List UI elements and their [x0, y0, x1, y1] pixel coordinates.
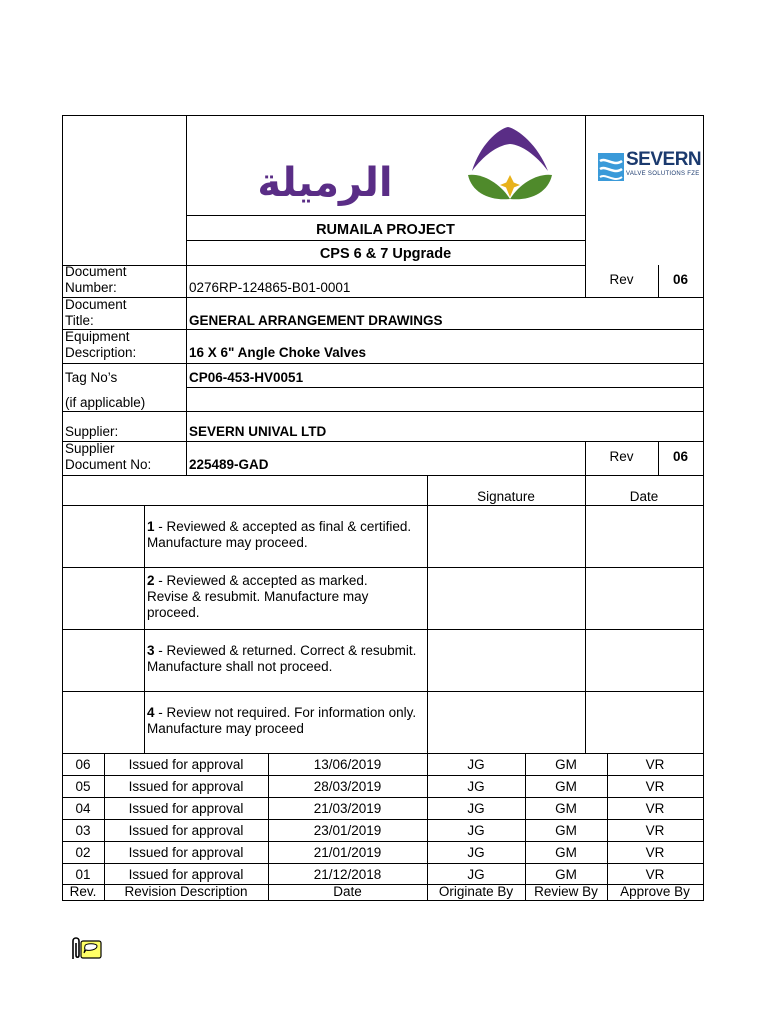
supplier-rev-value: 06	[672, 449, 689, 464]
row-line	[62, 691, 704, 692]
row-line	[62, 629, 704, 630]
date-col-header: Date	[333, 884, 362, 899]
row-line	[62, 841, 704, 842]
header-line-3	[62, 265, 585, 266]
severn-subtitle: VALVE SOLUTIONS FZE	[626, 171, 700, 177]
revision-row-orig: JG	[467, 757, 485, 772]
document-cover-sheet	[62, 115, 704, 901]
review-code-1	[147, 519, 422, 551]
emblem-arch	[472, 127, 548, 171]
header-right-divider	[585, 115, 586, 297]
review-code-text: - Reviewed & accepted as marked. Revise & resubmit. Manufacture may proceed.	[147, 573, 369, 620]
revision-row-rev: 01	[75, 867, 91, 882]
revision-row-review: GM	[555, 779, 577, 794]
header-line-2	[186, 240, 585, 241]
review-code-text: - Reviewed & accepted as final & certified. Manufacture may proceed.	[147, 519, 412, 550]
revision-row-rev: 04	[75, 801, 91, 816]
project-subtitle: CPS 6 & 7 Upgrade	[319, 246, 452, 262]
review-code-3	[147, 643, 422, 675]
review-code-4	[147, 705, 422, 737]
row-line	[62, 567, 704, 568]
header-line-1	[186, 215, 585, 216]
revision-row-rev: 06	[75, 757, 91, 772]
supplier-rev-label: Rev	[609, 449, 634, 464]
revision-row-approve: VR	[645, 867, 665, 882]
revision-row-orig: JG	[467, 779, 485, 794]
revision-row-date: 21/12/2018	[313, 867, 382, 882]
revision-row-desc: Issued for approval	[128, 867, 244, 882]
review-code-text: - Review not required. For information only. Manufacture may proceed	[147, 705, 417, 736]
revision-row-orig: JG	[467, 845, 485, 860]
rumaila-emblem-icon	[460, 123, 560, 203]
revision-row-date: 28/03/2019	[313, 779, 382, 794]
equipment-label-1: Equipment	[65, 329, 130, 344]
revision-row-date: 21/01/2019	[313, 845, 382, 860]
revision-row-review: GM	[555, 845, 577, 860]
rev-value: 06	[672, 272, 689, 287]
emblem-right-leaf	[510, 175, 552, 200]
doc-title-value: GENERAL ARRANGEMENT DRAWINGS	[189, 313, 443, 328]
revision-row-approve: VR	[645, 823, 665, 838]
row-line	[62, 819, 704, 820]
revision-row-desc: Issued for approval	[128, 845, 244, 860]
revision-row-date: 13/06/2019	[313, 757, 382, 772]
revision-row-approve: VR	[645, 845, 665, 860]
revision-row-rev: 02	[75, 845, 91, 860]
review-code-number: 3	[147, 643, 155, 658]
border-top	[62, 115, 704, 116]
revision-row-rev: 03	[75, 823, 91, 838]
review-code-number: 4	[147, 705, 155, 720]
supplier-label: Supplier:	[65, 424, 119, 439]
severn-logo-icon	[598, 153, 624, 181]
tag-value: CP06-453-HV0051	[189, 370, 304, 385]
revision-row-review: GM	[555, 801, 577, 816]
row-line	[62, 797, 704, 798]
revision-row-orig: JG	[467, 823, 485, 838]
revision-row-date: 21/03/2019	[313, 801, 382, 816]
border-right	[703, 115, 704, 901]
revision-row-approve: VR	[645, 779, 665, 794]
row-line	[62, 441, 704, 442]
doc-number-value: 0276RP-124865-B01-0001	[189, 280, 351, 295]
row-line	[62, 329, 704, 330]
signature-header: Signature	[477, 489, 535, 504]
date-header: Date	[629, 489, 659, 504]
doc-title-label-2: Title:	[65, 313, 94, 328]
revision-row-date: 23/01/2019	[313, 823, 382, 838]
row-line	[62, 505, 704, 506]
approve-by-header: Approve By	[620, 884, 690, 899]
attachment-comment-icon[interactable]	[67, 933, 105, 963]
row-line	[186, 387, 704, 388]
desc-header: Revision Description	[124, 884, 248, 899]
revision-row-review: GM	[555, 823, 577, 838]
date-column-divider	[585, 475, 586, 753]
review-code-2	[147, 573, 407, 621]
row-line	[62, 775, 704, 776]
review-by-header: Review By	[534, 884, 598, 899]
tag-applicable: (if applicable)	[65, 395, 146, 410]
supplier-doc-label-2: Document No:	[65, 457, 152, 472]
review-code-text: - Reviewed & returned. Correct & resubmit. Manufacture shall not proceed.	[147, 643, 417, 674]
rumaila-arabic-logo: الرميلة	[257, 160, 393, 206]
rev-label: Rev	[609, 272, 634, 287]
emblem-left-leaf	[468, 175, 510, 200]
row-line	[62, 297, 704, 298]
revision-row-review: GM	[555, 757, 577, 772]
revision-row-desc: Issued for approval	[128, 757, 244, 772]
equipment-value: 16 X 6" Angle Choke Valves	[189, 345, 366, 360]
project-name: RUMAILA PROJECT	[316, 222, 455, 238]
revision-row-approve: VR	[645, 801, 665, 816]
revision-row-desc: Issued for approval	[128, 801, 244, 816]
doc-title-label-1: Document	[65, 297, 127, 312]
review-code-number: 2	[147, 573, 155, 588]
supplier-value: SEVERN UNIVAL LTD	[189, 424, 327, 439]
equipment-label-2: Description:	[65, 345, 137, 360]
label-column-divider	[186, 115, 187, 475]
revision-row-orig: JG	[467, 801, 485, 816]
rev-header: Rev.	[69, 884, 97, 899]
row-line	[62, 363, 704, 364]
supplier-doc-value: 225489-GAD	[189, 457, 269, 472]
originate-header: Originate By	[438, 884, 514, 899]
supplier-doc-label-1: Supplier	[65, 441, 115, 456]
revision-row-desc: Issued for approval	[128, 779, 244, 794]
revision-row-desc: Issued for approval	[128, 823, 244, 838]
doc-number-label-2: Number:	[65, 280, 117, 295]
row-line	[62, 475, 704, 476]
severn-name: SEVERN	[626, 149, 702, 170]
signature-column-divider	[427, 475, 428, 753]
revision-row-orig: JG	[467, 867, 485, 882]
doc-number-label-1: Document	[65, 264, 127, 279]
row-line	[62, 411, 704, 412]
row-line	[62, 863, 704, 864]
paperclip-icon	[73, 938, 79, 959]
tag-label: Tag No’s	[65, 370, 118, 385]
revision-row-rev: 05	[75, 779, 91, 794]
review-code-number: 1	[147, 519, 155, 534]
revision-row-approve: VR	[645, 757, 665, 772]
revision-row-review: GM	[555, 867, 577, 882]
